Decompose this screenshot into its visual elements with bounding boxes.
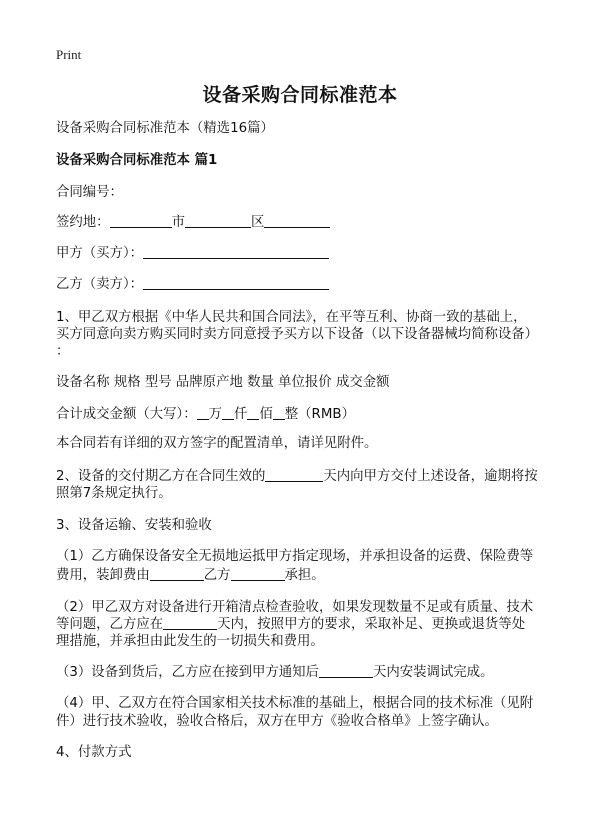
sign-city-label: 市 (171, 215, 185, 230)
clause3-1-line2 (56, 565, 548, 587)
sign-district-blank (185, 213, 251, 228)
equipment-header: 设备名称 规格 型号 品牌原产地 数量 单位报价 成交金额 (56, 375, 390, 390)
clause3-2-days-blank (163, 615, 217, 630)
print-link[interactable]: Print (56, 47, 82, 62)
party-b-row (56, 274, 548, 296)
clause2-after: 天内向甲方交付上述设备，逾期将按 (323, 469, 538, 484)
contract-number-label: 合同编号： (56, 185, 123, 200)
clause3-title: 3、设备运输、安装和验收 (56, 518, 212, 533)
clause4-title: 4、付款方式 (56, 745, 132, 760)
clause3-2-prefix: 等问题，乙方应在 (56, 617, 164, 632)
clause2-days-blank (265, 467, 323, 482)
clause3-1-prefix: 费用，装卸费由 (56, 568, 150, 583)
party-a-blank (143, 244, 329, 259)
clause3-1-blank-b (231, 566, 285, 581)
clause3-3-suffix: 天内安装调试完成。 (372, 665, 494, 680)
document-subtitle: 设备采购合同标准范本（精选16篇） (56, 121, 274, 136)
clause1-line3: ： (56, 344, 70, 359)
total-qian: 仟 (234, 407, 248, 422)
qian-blank (222, 405, 234, 420)
clause3-3-row (56, 662, 548, 684)
clause3-1-line1: （1）乙方确保设备安全无损地运抵甲方指定现场，并承担设备的运费、保险费等 (56, 549, 534, 564)
clause3-2-line1: （2）甲乙双方对设备进行开箱清点检查验收，如果发现数量不足或有质量、技术 (56, 600, 534, 615)
sign-city-blank (110, 213, 172, 228)
party-a-label: 甲方（买方）： (56, 246, 144, 261)
party-a-row (56, 243, 548, 265)
clause3-3-days-blank (319, 663, 373, 678)
clause1-line1: 1、甲乙双方根据《中华人民共和国合同法》，在平等互利、协商一致的基础上， (56, 310, 527, 325)
clause3-2-line3: 理措施，并承担由此发生的一切损失和费用。 (56, 634, 324, 649)
total-zheng: 整 (284, 407, 299, 422)
total-bai: 佰 (259, 407, 273, 422)
section-heading: 设备采购合同标准范本 篇1 (56, 153, 218, 168)
sign-place-row (56, 212, 548, 234)
clause3-4-line2: 件）进行技术验收，验收合格后，双方在甲方《验收合格单》上签字确认。 (56, 714, 498, 729)
appendix-note: 本合同若有详细的双方签字的配置清单，请详见附件。 (56, 436, 378, 451)
sign-district-label: 区 (250, 215, 265, 230)
clause1-line2: 买方同意向卖方购买同时卖方同意授予买方以下设备（以下设备器械均简称设备） (56, 327, 539, 342)
total-amount-row (56, 404, 548, 426)
clause2-line2: 照第7条规定执行。 (56, 486, 172, 501)
sign-place-label: 签约地： (56, 215, 110, 230)
sign-extra-blank (264, 213, 330, 228)
clause2-before: 2、设备的交付期乙方在合同生效的 (56, 469, 266, 484)
total-wan: 万 (208, 407, 222, 422)
total-prefix: 合计成交金额（大写）： (56, 407, 197, 422)
zheng-blank (273, 405, 285, 420)
bai-blank (247, 405, 259, 420)
clause3-3-prefix: （3）设备到货后，乙方应在接到甲方通知后 (56, 665, 319, 680)
clause3-1-mid: 乙方 (203, 568, 231, 583)
party-b-blank (143, 275, 329, 290)
document-title: 设备采购合同标准范本 (202, 84, 398, 106)
clause3-1-suffix: 承担。 (284, 568, 325, 583)
clause3-1-blank-a (150, 566, 204, 581)
clause3-4-line1: （4）甲、乙双方在符合国家相关技术标准的基础上，根据合同的技术标准（见附 (56, 696, 534, 711)
total-currency: （RMB） (298, 407, 355, 422)
party-b-label: 乙方（卖方）： (56, 277, 144, 292)
clause3-2-suffix: 天内，按照甲方的要求，采取补足、更换或退货等处 (217, 617, 526, 632)
wan-blank (197, 405, 209, 420)
